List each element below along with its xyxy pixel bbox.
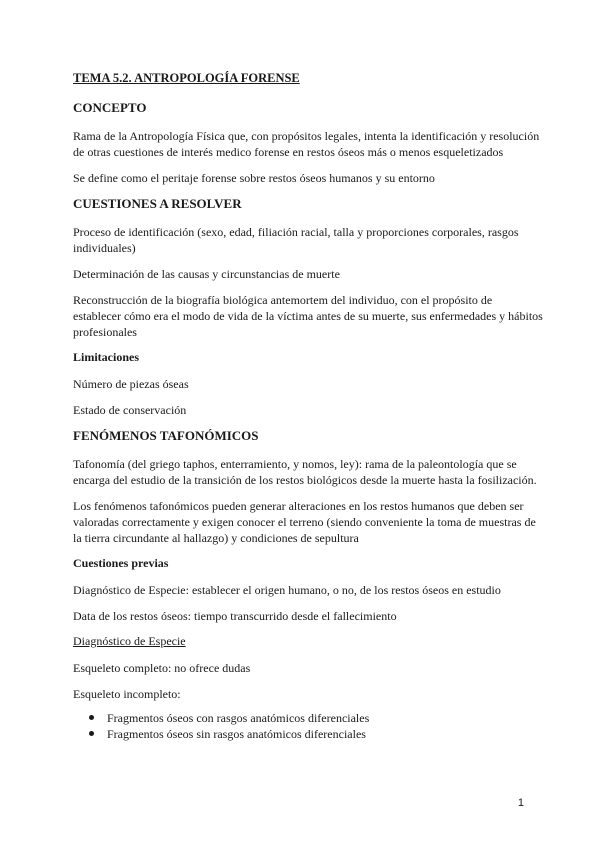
paragraph: Data de los restos óseos: tiempo transcurrido desde el fallecimiento: [73, 609, 397, 623]
paragraph: Proceso de identificación (sexo, edad, filiación racial, talla y proporciones corporales, rasgos individuales): [73, 225, 519, 255]
document-title: TEMA 5.2. ANTROPOLOGÍA FORENSE: [73, 71, 300, 85]
paragraph: Esqueleto incompleto:: [73, 687, 181, 701]
paragraph: Número de piezas óseas: [73, 377, 189, 391]
list-item: [89, 726, 543, 742]
heading-cuestiones-previas: Cuestiones previas: [73, 556, 169, 570]
paragraph: Determinación de las causas y circunstancias de muerte: [73, 267, 340, 281]
list-item-text: Fragmentos óseos con rasgos anatómicos diferenciales: [107, 711, 370, 725]
bullet-list: [73, 710, 543, 742]
heading-diagnostico-especie: Diagnóstico de Especie: [73, 634, 186, 648]
paragraph: Estado de conservación: [73, 403, 187, 417]
heading-concepto: CONCEPTO: [73, 100, 147, 115]
list-item: [89, 710, 543, 726]
paragraph: Reconstrucción de la biografía biológica antemortem del individuo, con el propósito de establecer cómo era el modo de vida de la víctima antes de su muerte, sus enfermedades y hábitos profesionales: [73, 293, 543, 339]
paragraph: Tafonomía (del griego taphos, enterramiento, y nomos, ley): rama de la paleontología que se encarga del estudio de la transición de los restos biológicos desde la muerte hasta la fosilización.: [73, 457, 537, 487]
document-content: [73, 70, 543, 742]
paragraph: Los fenómenos tafonómicos pueden generar alteraciones en los restos humanos que deben ser valoradas correctamente y exigen conocer el terreno (siendo conveniente la toma de muestras de la tierra circundante al hallazgo) y condiciones de sepultura: [73, 499, 536, 545]
list-item-text: Fragmentos óseos sin rasgos anatómicos diferenciales: [107, 727, 366, 741]
paragraph: Esqueleto completo: no ofrece dudas: [73, 661, 251, 675]
bullet-icon: [89, 715, 94, 720]
heading-limitaciones: Limitaciones: [73, 350, 139, 364]
paragraph: Rama de la Antropología Física que, con propósitos legales, intenta la identificación y resolución de otras cuestiones de interés medico forense en restos óseos más o menos esqueletizados: [73, 129, 540, 159]
heading-cuestiones: CUESTIONES A RESOLVER: [73, 196, 242, 211]
paragraph: Diagnóstico de Especie: establecer el origen humano, o no, de los restos óseos en estudio: [73, 583, 501, 597]
paragraph: Se define como el peritaje forense sobre restos óseos humanos y su entorno: [73, 171, 435, 185]
heading-fenomenos: FENÓMENOS TAFONÓMICOS: [73, 428, 259, 443]
page-number: 1: [517, 797, 524, 809]
bullet-icon: [89, 731, 94, 736]
